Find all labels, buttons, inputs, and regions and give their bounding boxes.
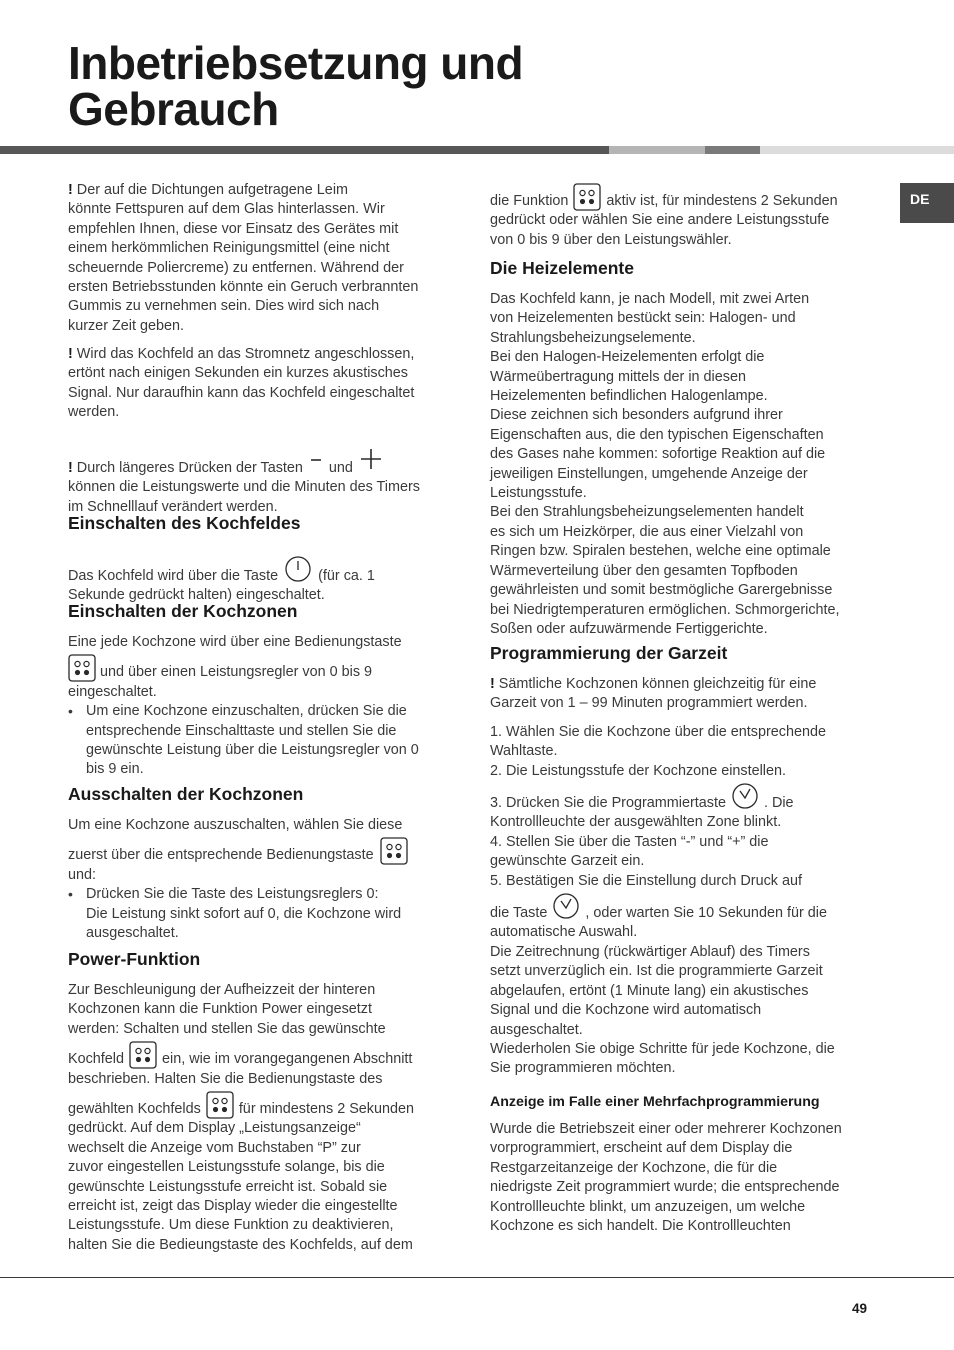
section-power-function: Zur Beschleunigung der Aufheizzeit der hinteren Kochzonen kann die Funktion Power eingesetzt werden: Schalten und stellen Sie das gewünschte Kochfeld ein, wie im vorangegangenen Abschnitt beschrieben. Halten Sie die Bedienungstaste des gewählten Kochfelds für mindestens 2 Sekunden gedrückt. Auf dem Display „Leistungsanzeige“ wechselt die Anzeige vom Buchstaben “P” zur zuvor eingestellen Leistungsstufe solange, bis die gewünschte Leistungsstufe erreicht ist. Sobald sie erreicht ist, zeigt das Display wieder die eingestellte Leistungsstufe. Um diese Funktion zu deaktivieren, halten Sie die Bedieungstaste des Kochfelds, auf dem — [68, 982, 415, 1253]
timer-icon — [552, 893, 580, 921]
section-zones-off: Um eine Kochzone auszuschalten, wählen Sie diese zuerst über die entsprechende Bedienungstaste und: • Drücken Sie die Taste des Leistungsreglers 0: Die Leistung sinkt sofort auf 0, die Kochzone wird ausgeschaltet. — [68, 816, 458, 943]
section-heating-elements: Das Kochfeld kann, je nach Modell, mit zwei Arten von Heizelementen bestückt sein: Halogen- und Strahlungsbeheizungselemente. Bei den Halogen-Heizelementen erfolgt die Wärmeübertragung mittels der in diesen Heizelementen befindlichen Halogenlampe. Diese zeichnen sich besonders aufgrund ihrer Eigenschaften aus, die den typischen Eigenschaften des Gases nahe kommen: sofortige Reaktion auf die jeweiligen Einstellungen, umgehende Anzeige der Leistungsstufe. Bei den Strahlungsbeheizungselementen handelt es sich um Heizkörper, die aus einer Vielzahl von Ringen bzw. Spiralen bestehen, welche eine optimale Wärmeverteilung über den gesamten Topfboden gewährleisten und somit bestmögliche Garergebnisse bei Niedrigtemperaturen ermöglichen. Schmorgerichte, Soßen oder aufzuwärmende Fertiggerichte. — [490, 291, 840, 637]
note-power-signal: ! Wird das Kochfeld an das Stromnetz angeschlossen, ertönt nach einigen Sekunden ein kurzes akustisches Signal. Nur daraufhin kann das Kochfeld eingeschaltet werden. — [68, 346, 415, 421]
warning-mark: ! — [68, 460, 73, 476]
page-title-line1: Inbetriebsetzung und — [68, 37, 524, 89]
note-fast-adjust: ! Durch längeres Drücken der Tasten und können die Leistungswerte und die Minuten des Timers im Schnelllauf verändert werden. — [68, 449, 458, 517]
hob-zone-key-icon — [129, 1041, 157, 1069]
hob-zone-key-icon — [380, 837, 408, 865]
footer-rule — [0, 1277, 954, 1278]
power-function-continued: die Funktion aktiv ist, für mindestens 2 Sekunden gedrückt oder wählen Sie eine andere Leistungsstufe von 0 bis 9 über den Leistungswähler. — [490, 183, 880, 250]
hob-zone-key-icon — [206, 1091, 234, 1119]
language-tab: DE — [900, 183, 954, 223]
warning-mark: ! — [68, 182, 73, 198]
note-glue: ! Der auf die Dichtungen aufgetragene Leim könnte Fettspuren auf dem Glas hinterlassen. Wir empfehlen Ihnen, diese vor Einsatz des Gerätes mit einem herkömmlichen Reinigungsmittel (eine nicht scheuernde Poliercreme) zu entfernen. Während der ersten Betriebsstunden könnte ein Geruch verbrannten Gummis zu vernehmen sein. Dies wird sich nach kurzer Zeit geben. — [68, 182, 419, 334]
heading-multi-programming: Anzeige im Falle einer Mehrfachprogrammierung — [490, 1094, 820, 1110]
timer-icon — [731, 783, 759, 811]
warning-mark: ! — [490, 676, 495, 692]
power-icon — [284, 556, 312, 584]
bullet: • — [68, 703, 73, 720]
hob-zone-key-icon — [573, 183, 601, 211]
section-multi-programming: Wurde die Betriebszeit einer oder mehrerer Kochzonen vorprogrammiert, erscheint auf dem Display die Restgarzeitanzeige der Kochzone, die für die niedrigste Zeit programmiert wurde; die entsprechende Kontrollleuchte blinkt, um anzuzeigen, um welche Kochzone es sich handelt. Die Kontrollleuchten — [490, 1121, 842, 1235]
section-cooking-timer: ! Sämtliche Kochzonen können gleichzeitig für eine Garzeit von 1 – 99 Minuten programmiert werden. 1. Wählen Sie die Kochzone über die entsprechende Wahltaste. 2. Die Leistungsstufe der Kochzone einstellen. 3. Drücken Sie die Programmiertaste . Die Kontrollleuchte der ausgewählten Zone blinkt. 4. Stellen Sie über die Tasten “-” und “+” die gewünschte Garzeit ein. 5. Bestätigen Sie die Einstellung durch Druck auf die Taste , oder warten Sie 10 Sekunden für die automatische Auswahl. Die Zeitrechnung (rückwärtiger Ablauf) des Timers setzt unverzüglich ein. Ist die programmierte Garzeit abgelaufen, ertönt (1 Minute lang) ein akustisches Signal und die Kochzone wird automatisch ausgeschaltet. Wiederholen Sie obige Schritte für jede Kochzone, die Sie programmieren möchten. — [490, 676, 835, 1077]
bullet: • — [68, 886, 73, 903]
plus-icon — [360, 449, 382, 469]
heading-heating-elements: Die Heizelemente — [490, 258, 634, 278]
heading-power-function: Power-Funktion — [68, 949, 201, 969]
heading-hob-on: Einschalten des Kochfeldes — [68, 513, 301, 533]
page-title — [68, 37, 524, 135]
section-hob-on: Das Kochfeld wird über die Taste (für ca. 1 Sekunde gedrückt halten) eingeschaltet. — [68, 556, 458, 606]
heading-zones-off: Ausschalten der Kochzonen — [68, 784, 304, 804]
page-title-line2: Gebrauch — [68, 83, 279, 135]
hob-zone-key-icon — [68, 654, 96, 682]
header-rule-light — [760, 146, 954, 154]
warning-mark: ! — [68, 346, 73, 362]
minus-icon — [310, 454, 322, 468]
section-zones-on: Eine jede Kochzone wird über eine Bedienungstaste und über einen Leistungsregler von 0 bis 9 eingeschaltet. • Um eine Kochzone einzuschalten, drücken Sie die entsprechende Einschalttaste und stellen Sie die gewünschte Leistung über die Leistungsregler von 0 bis 9 ein. — [68, 634, 419, 778]
header-rule-dark — [0, 146, 609, 154]
page-number: 49 — [852, 1301, 868, 1316]
header-rule-dark-2 — [705, 146, 760, 154]
heading-cooking-timer: Programmierung der Garzeit — [490, 643, 728, 663]
header-rule-mid — [609, 146, 705, 154]
heading-zones-on: Einschalten der Kochzonen — [68, 601, 298, 621]
